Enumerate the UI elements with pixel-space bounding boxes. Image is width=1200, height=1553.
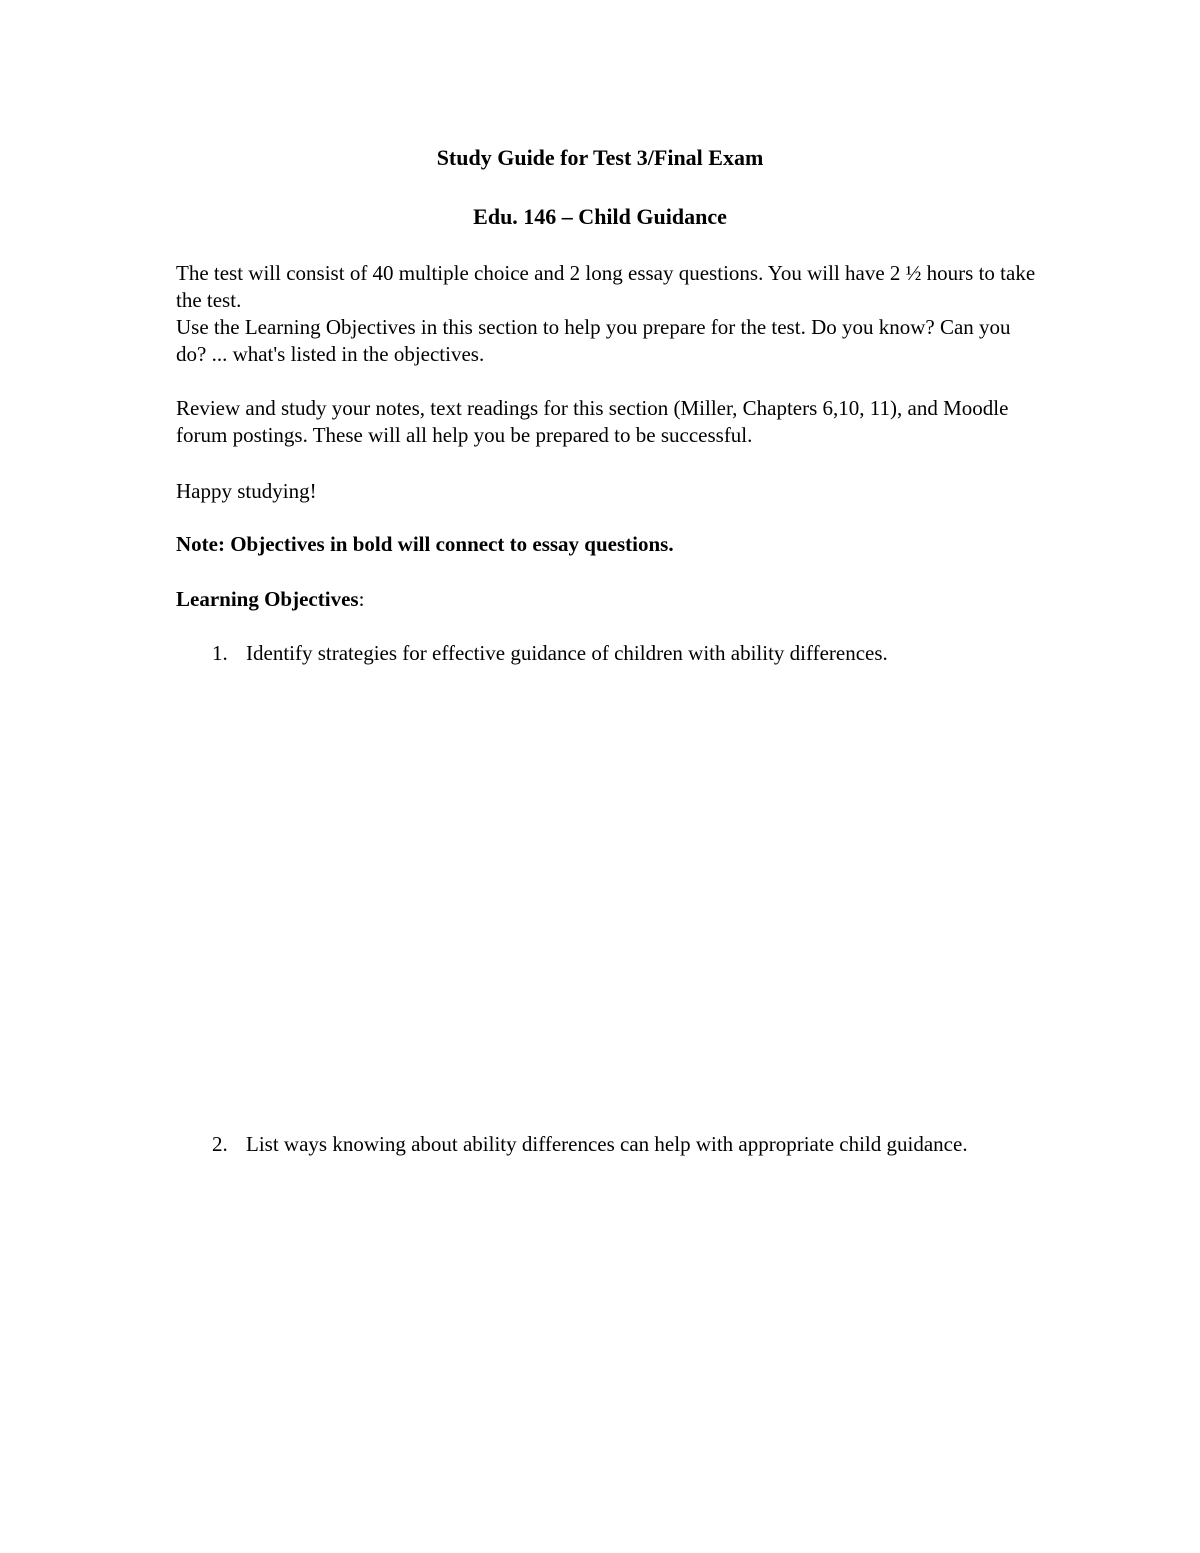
course-subtitle: Edu. 146 – Child Guidance — [473, 204, 727, 229]
intro-paragraph: The test will consist of 40 multiple choice and 2 long essay questions. You will have 2 ½ hours to take the test. — [176, 261, 1036, 312]
objectives-heading — [176, 586, 1036, 613]
objective-text: List ways knowing about ability differences can help with appropriate child guidance. — [246, 1132, 968, 1156]
objective-text: Identify strategies for effective guidance of children with ability differences. — [246, 641, 888, 665]
objective-number: 1. — [212, 641, 228, 665]
objectives-heading-colon: : — [358, 587, 365, 611]
document-title: Study Guide for Test 3/Final Exam — [436, 145, 764, 170]
essay-note: Note: Objectives in bold will connect to essay questions. — [176, 532, 674, 556]
closing-line: Happy studying! — [176, 479, 317, 503]
objective-number: 2. — [212, 1132, 228, 1156]
objective-item — [212, 1131, 992, 1158]
review-paragraph: Review and study your notes, text readings for this section (Miller, Chapters 6,10, 11), and Moodle forum postings. These will all help you be prepared to be successful. — [176, 396, 1009, 447]
objectives-instructions: Use the Learning Objectives in this section to help you prepare for the test. Do you know? Can you do? ... what's listed in the objectives. — [176, 315, 1011, 366]
objectives-heading-label: Learning Objectives — [176, 587, 359, 611]
objective-item — [212, 640, 992, 667]
